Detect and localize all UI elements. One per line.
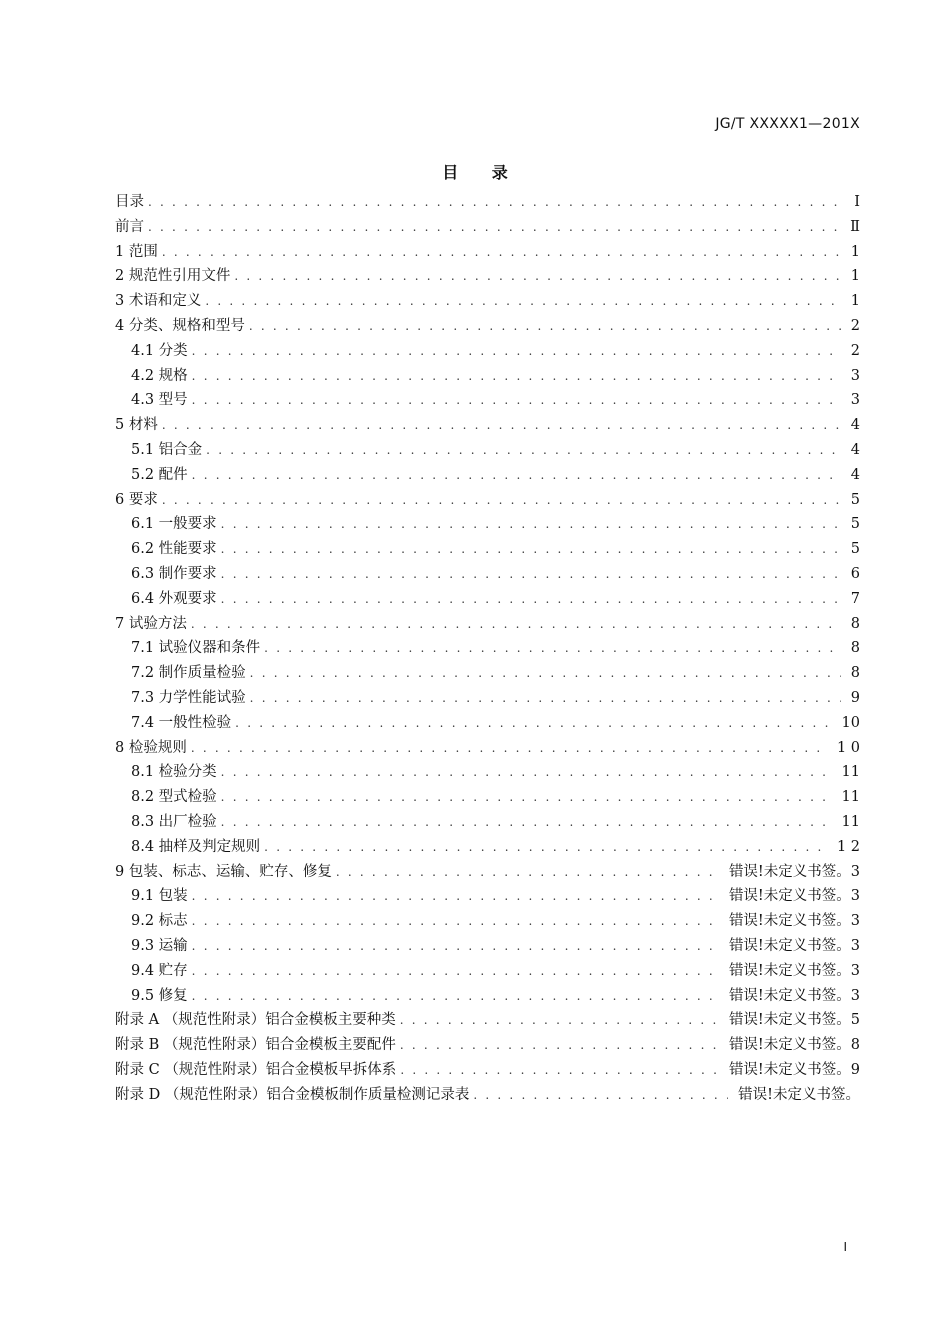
toc-entry-label: 8.1 检验分类 <box>131 764 217 781</box>
toc-entry[interactable] <box>115 1058 860 1083</box>
toc-dot-leader <box>249 319 841 333</box>
toc-entry-label: 8.2 型式检验 <box>131 789 217 806</box>
toc-dot-leader <box>221 567 841 581</box>
toc-entry-label: 7 试验方法 <box>115 615 187 632</box>
toc-dot-leader <box>221 765 832 779</box>
toc-dot-leader <box>205 294 840 308</box>
toc-entry-page: 6 <box>850 565 860 582</box>
toc-entry-page: 错误!未定义书签。3 <box>728 913 860 930</box>
toc-dot-leader <box>191 741 827 755</box>
document-code: JG/T XXXXX1—201X <box>715 116 860 132</box>
toc-entry[interactable] <box>115 463 860 488</box>
toc-entry-page: 2 <box>850 342 860 359</box>
toc-dot-leader <box>192 939 719 953</box>
toc-entry[interactable] <box>115 860 860 885</box>
toc-entry[interactable] <box>115 959 860 984</box>
toc-entry[interactable] <box>115 711 860 736</box>
toc-entry-label: 6.3 制作要求 <box>131 565 217 582</box>
toc-entry-label: 9.5 修复 <box>131 987 188 1004</box>
toc-entry-label: 7.4 一般性检验 <box>131 714 232 731</box>
toc-dot-leader <box>264 840 827 854</box>
toc-dot-leader <box>221 517 841 531</box>
toc-entry-page: 1 <box>850 268 860 285</box>
toc-dot-leader <box>400 1038 719 1052</box>
toc-entry-page: 11 <box>841 789 860 806</box>
toc-dot-leader <box>235 716 831 730</box>
toc-entry-page: 1 <box>850 293 860 310</box>
toc-entry-label: 7.1 试验仪器和条件 <box>131 640 261 657</box>
toc-entry-page: 5 <box>850 541 860 558</box>
toc-dot-leader <box>192 468 841 482</box>
toc-dot-leader <box>192 889 719 903</box>
toc-entry-page: 8 <box>850 640 860 657</box>
toc-entry[interactable] <box>115 488 860 513</box>
toc-entry-page: 5 <box>850 516 860 533</box>
toc-entry-label: 8.4 抽样及判定规则 <box>131 838 261 855</box>
toc-entry-page: 11 <box>841 813 860 830</box>
toc-entry[interactable] <box>115 562 860 587</box>
toc-entry[interactable] <box>115 884 860 909</box>
toc-dot-leader <box>162 245 841 259</box>
toc-dot-leader <box>192 964 719 978</box>
toc-dot-leader <box>336 865 719 879</box>
toc-entry[interactable] <box>115 339 860 364</box>
toc-entry-label: 5 材料 <box>115 417 158 434</box>
toc-entry[interactable] <box>115 240 860 265</box>
toc-dot-leader <box>191 617 841 631</box>
toc-entry[interactable] <box>115 909 860 934</box>
toc-dot-leader <box>400 1063 719 1077</box>
toc-title: 目 录 <box>442 163 522 182</box>
toc-dot-leader <box>192 344 841 358</box>
toc-entry[interactable] <box>115 661 860 686</box>
toc-entry-label: 附录 A （规范性附录）铝合金模板主要种类 <box>115 1012 396 1029</box>
toc-entry[interactable] <box>115 835 860 860</box>
toc-dot-leader <box>250 666 841 680</box>
toc-entry-label: 7.2 制作质量检验 <box>131 665 246 682</box>
toc-entry[interactable] <box>115 636 860 661</box>
toc-entry-label: 7.3 力学性能试验 <box>131 689 246 706</box>
toc-entry[interactable] <box>115 686 860 711</box>
toc-entry-label: 1 范围 <box>115 243 158 260</box>
toc-entry-label: 目录 <box>115 194 144 210</box>
toc-entry-label: 附录 C （规范性附录）铝合金模板早拆体系 <box>115 1061 397 1078</box>
toc-entry-label: 2 规范性引用文件 <box>115 268 231 285</box>
toc-entry-page: 1 2 <box>836 838 860 855</box>
toc-entry[interactable] <box>115 1033 860 1058</box>
toc-dot-leader <box>250 691 841 705</box>
toc-entry[interactable] <box>115 587 860 612</box>
toc-entry[interactable] <box>115 289 860 314</box>
toc-entry-page: 错误!未定义书签。3 <box>728 962 860 979</box>
toc-entry-label: 9.3 运输 <box>131 937 188 954</box>
toc-entry[interactable] <box>115 364 860 389</box>
toc-dot-leader <box>473 1088 728 1102</box>
toc-entry-label: 5.1 铝合金 <box>131 441 203 458</box>
toc-entry-page: 8 <box>850 615 860 632</box>
toc-entry[interactable] <box>115 736 860 761</box>
toc-entry[interactable] <box>115 612 860 637</box>
toc-entry-page: 错误!未定义书签。 <box>738 1086 860 1103</box>
toc-entry-page: 错误!未定义书签。8 <box>728 1037 860 1054</box>
toc-entry-label: 8 检验规则 <box>115 739 187 756</box>
toc-entry[interactable] <box>115 264 860 289</box>
toc-entry-page: 4 <box>850 466 860 483</box>
toc-dot-leader <box>148 220 840 234</box>
toc-entry[interactable] <box>115 413 860 438</box>
toc-entry-page: Ⅱ <box>850 218 860 235</box>
toc-entry-label: 6 要求 <box>115 491 158 508</box>
toc-entry[interactable] <box>115 984 860 1009</box>
toc-entry-label: 9.2 标志 <box>131 913 188 930</box>
toc-entry-page: 1 0 <box>836 739 860 756</box>
toc-entry-label: 4.3 型号 <box>131 392 188 409</box>
toc-entry-page: 错误!未定义书签。3 <box>728 937 860 954</box>
toc-entry-page: 3 <box>850 367 860 384</box>
toc-dot-leader <box>221 592 841 606</box>
page-number: I <box>843 1240 847 1254</box>
toc-entry-page: 3 <box>850 392 860 409</box>
toc-entry-page: 4 <box>850 417 860 434</box>
toc-entry-label: 4 分类、规格和型号 <box>115 317 245 334</box>
toc-entry[interactable] <box>115 215 860 240</box>
toc-entry-label: 4.2 规格 <box>131 367 188 384</box>
toc-entry[interactable] <box>115 1008 860 1033</box>
toc-dot-leader <box>206 443 841 457</box>
toc-entry[interactable] <box>115 190 860 215</box>
toc-entry-page: 10 <box>841 714 860 731</box>
toc-entry-page: 4 <box>850 441 860 458</box>
toc-entry[interactable] <box>115 785 860 810</box>
toc-entry-page: 1 <box>850 243 860 260</box>
toc-entry-label: 4.1 分类 <box>131 342 188 359</box>
toc-entry-page: 7 <box>850 590 860 607</box>
toc-entry[interactable] <box>115 934 860 959</box>
toc-entry[interactable] <box>115 810 860 835</box>
toc-entry[interactable] <box>115 537 860 562</box>
toc-entry-page: 错误!未定义书签。3 <box>728 987 860 1004</box>
toc-entry-label: 附录 D （规范性附录）铝合金模板制作质量检测记录表 <box>115 1086 470 1103</box>
toc-dot-leader <box>162 493 841 507</box>
toc-dot-leader <box>400 1013 719 1027</box>
toc-entry-page: 9 <box>850 689 860 706</box>
toc-entry-page: 2 <box>850 317 860 334</box>
toc-entry[interactable] <box>115 760 860 785</box>
toc-entry-page: 11 <box>841 764 860 781</box>
toc-entry-label: 附录 B （规范性附录）铝合金模板主要配件 <box>115 1037 396 1054</box>
toc-entry[interactable] <box>115 1083 860 1108</box>
toc-entry-label: 9.1 包装 <box>131 888 188 905</box>
toc-entry-label: 8.3 出厂检验 <box>131 813 217 830</box>
toc-entry[interactable] <box>115 438 860 463</box>
toc-dot-leader <box>192 914 719 928</box>
toc-dot-leader <box>234 269 840 283</box>
toc-entry-page: 错误!未定义书签。3 <box>728 888 860 905</box>
toc-entry-label: 9.4 贮存 <box>131 962 188 979</box>
toc-dot-leader <box>148 195 844 209</box>
toc-dot-leader <box>221 790 832 804</box>
toc-dot-leader <box>221 815 832 829</box>
table-of-contents <box>115 190 860 1107</box>
toc-entry-label: 5.2 配件 <box>131 466 188 483</box>
toc-dot-leader <box>162 418 841 432</box>
toc-entry[interactable] <box>115 512 860 537</box>
toc-entry-label: 6.1 一般要求 <box>131 516 217 533</box>
toc-entry-label: 前言 <box>115 218 144 235</box>
toc-dot-leader <box>192 393 841 407</box>
toc-entry-page: 错误!未定义书签。5 <box>728 1012 860 1029</box>
toc-entry-label: 9 包装、标志、运输、贮存、修复 <box>115 863 332 880</box>
toc-entry-page: 错误!未定义书签。3 <box>728 863 860 880</box>
toc-entry-page: 5 <box>850 491 860 508</box>
toc-dot-leader <box>192 989 719 1003</box>
toc-entry[interactable] <box>115 388 860 413</box>
toc-dot-leader <box>192 369 841 383</box>
toc-dot-leader <box>264 641 841 655</box>
toc-entry-page: Ⅰ <box>854 194 860 210</box>
toc-entry[interactable] <box>115 314 860 339</box>
toc-entry-label: 3 术语和定义 <box>115 293 202 310</box>
toc-entry-label: 6.2 性能要求 <box>131 541 217 558</box>
toc-dot-leader <box>221 542 841 556</box>
toc-entry-label: 6.4 外观要求 <box>131 590 217 607</box>
toc-entry-page: 8 <box>850 665 860 682</box>
toc-entry-page: 错误!未定义书签。9 <box>728 1061 860 1078</box>
